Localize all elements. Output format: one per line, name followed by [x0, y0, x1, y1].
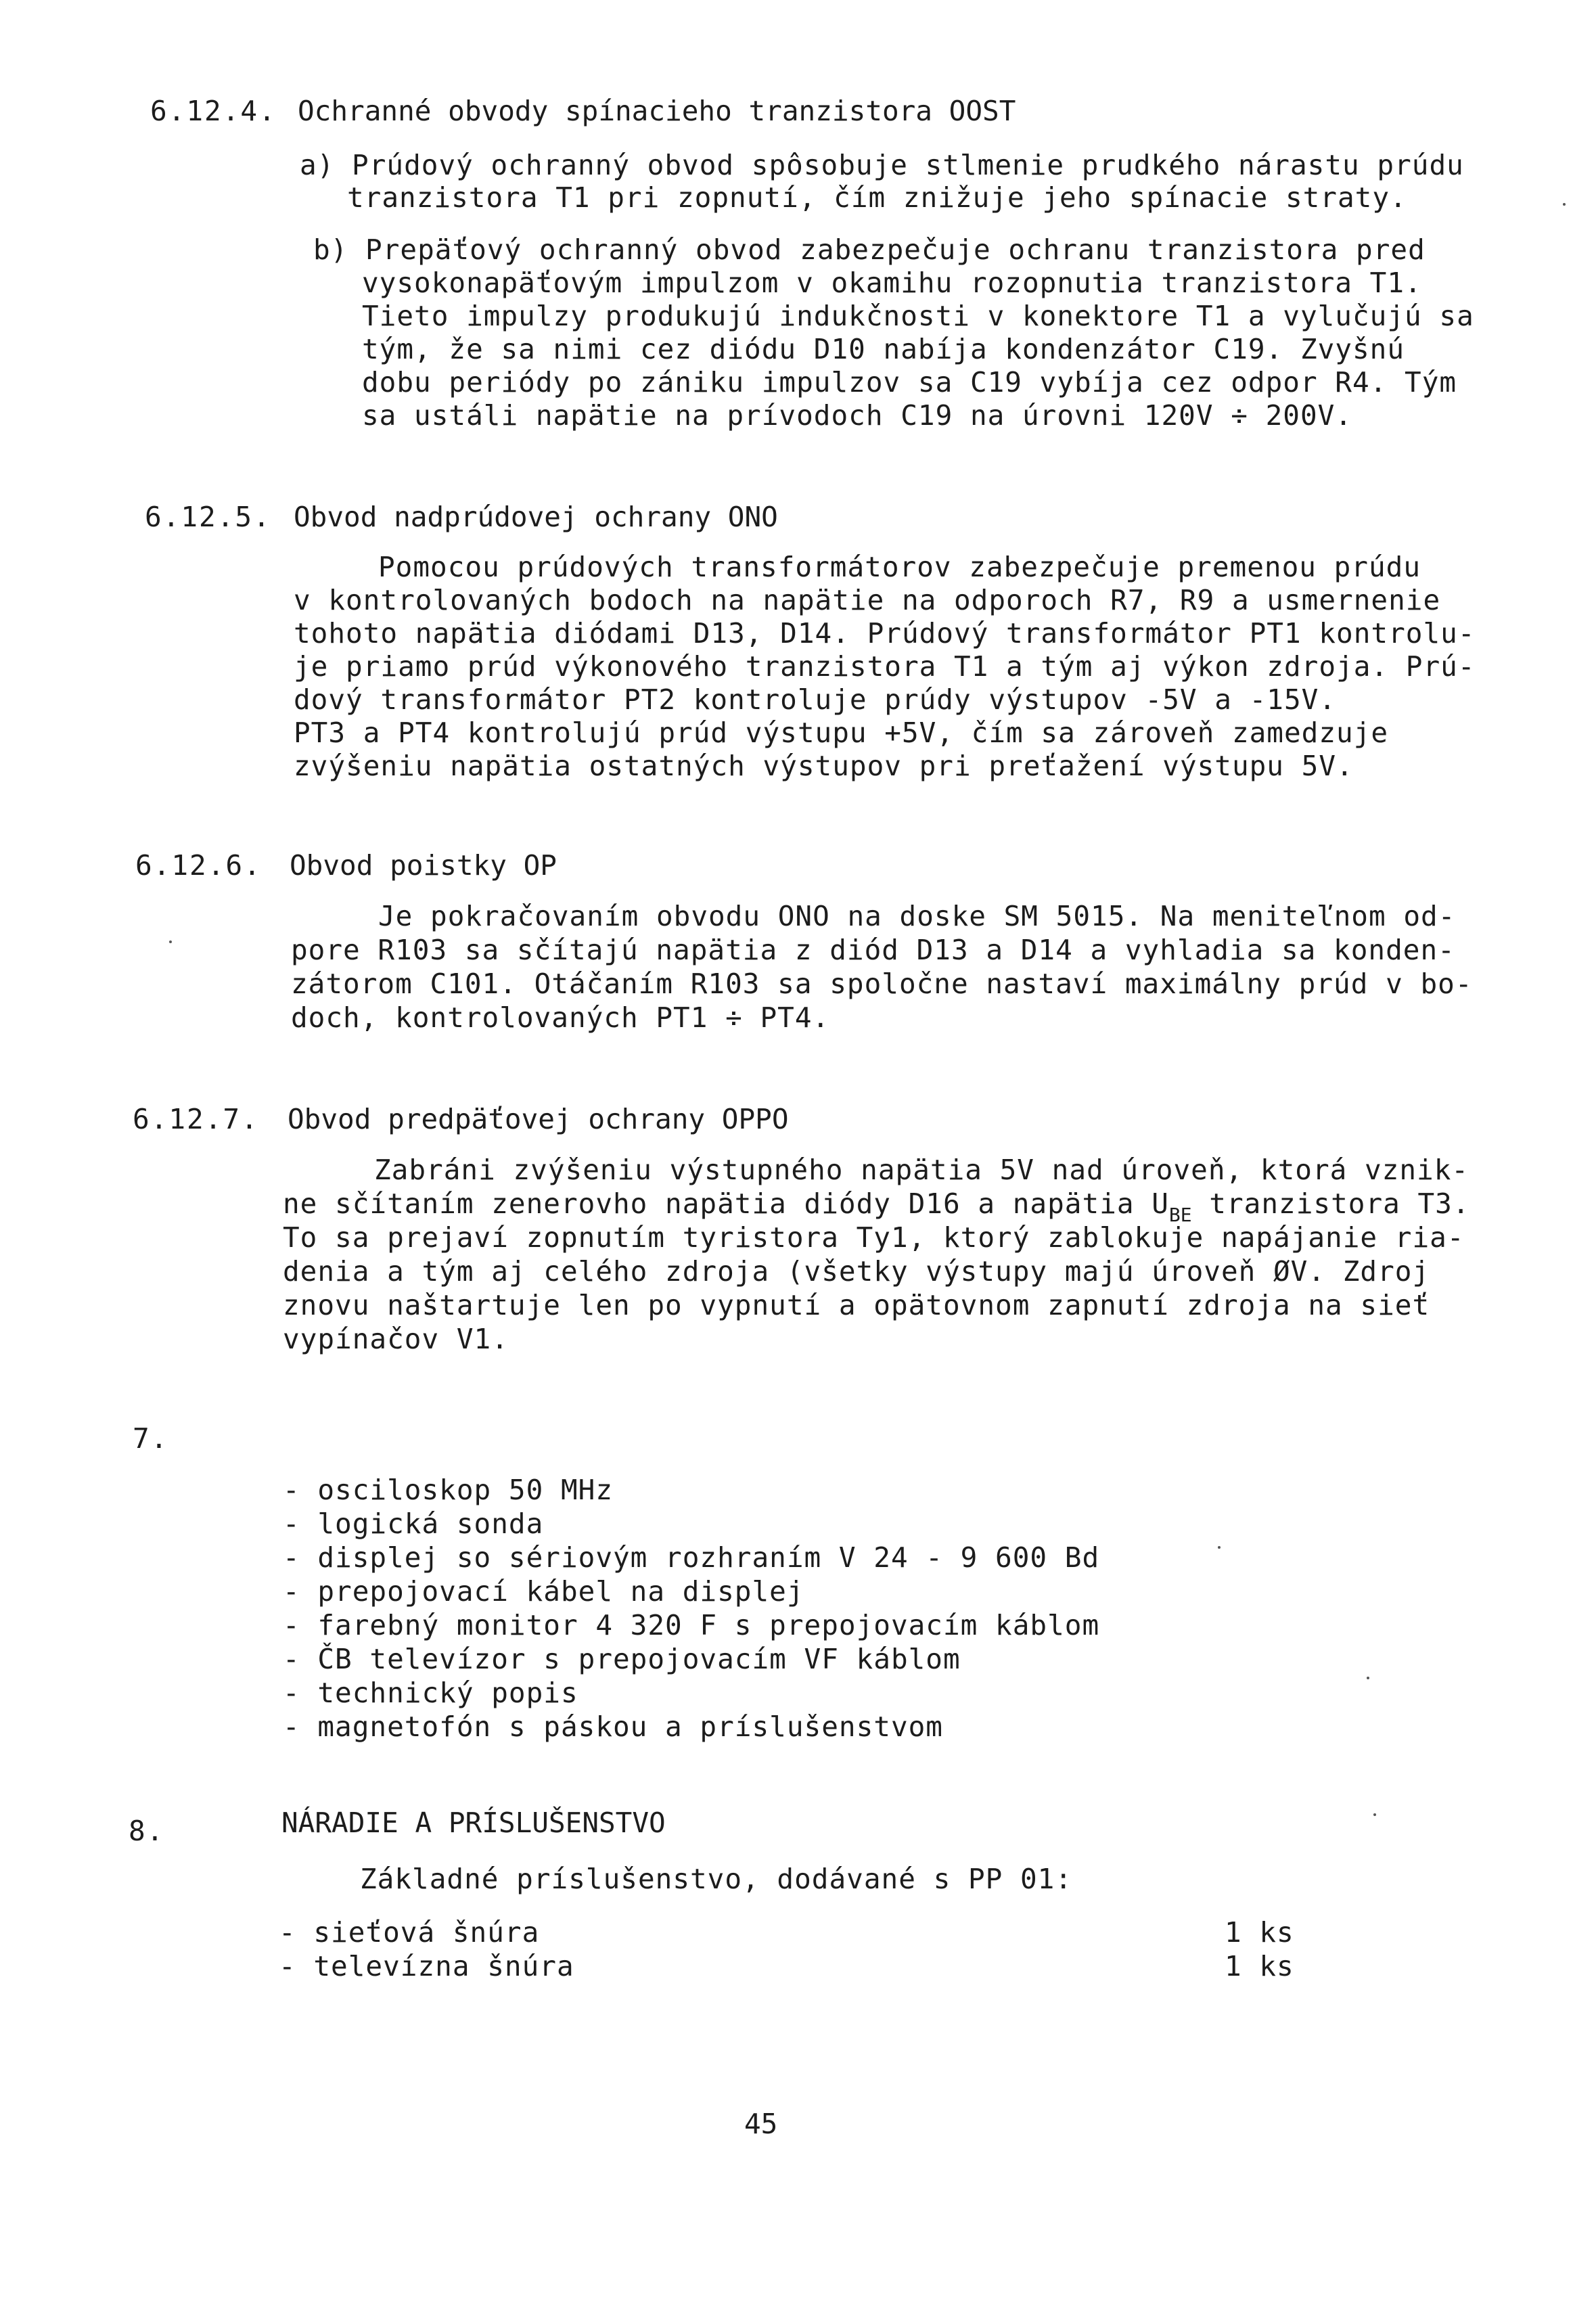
section-number-6-12-6: 6.12.6. — [135, 849, 262, 882]
paragraph-line: v kontrolovaných bodoch na napätie na odporoch R7, R9 a usmernenie — [294, 584, 1441, 616]
accessory-qty: 1 ks — [1225, 1950, 1294, 1982]
paragraph-line: vypínačov V1. — [283, 1323, 509, 1355]
accessory-name: - sieťová šnúra — [279, 1916, 540, 1949]
page-number: 45 — [744, 2108, 778, 2140]
section-title-6-12-6: Obvod poistky OP — [290, 849, 557, 882]
paragraph-line: To sa prejaví zopnutím tyristora Ty1, ktorý zablokuje napájanie ria- — [283, 1221, 1465, 1254]
paragraph-line: zátorom C101. Otáčaním R103 sa spoločne nastaví maximálny prúd v bo- — [291, 968, 1473, 1000]
accessory-name: - televízna šnúra — [279, 1950, 574, 1982]
section-number-8: 8. — [129, 1815, 165, 1847]
section-number-6-12-7: 6.12.7. — [133, 1103, 259, 1135]
scan-speck — [1218, 1546, 1221, 1549]
scan-speck — [1367, 1677, 1369, 1679]
list-item: - ČB televízor s prepojovacím VF káblom — [283, 1643, 961, 1675]
paragraph-line: Zabráni zvýšeniu výstupného napätia 5V nad úroveň, ktorá vznik- — [374, 1154, 1469, 1186]
paragraph-line: Pomocou prúdových transformátorov zabezpečuje premenou prúdu — [378, 551, 1421, 583]
paragraph-line: dový transformátor PT2 kontroluje prúdy výstupov -5V a -15V. — [294, 683, 1337, 716]
paragraph-a-line-2: tranzistora T1 pri zopnutí, čím znižuje jeho spínacie straty. — [347, 181, 1407, 214]
paragraph-line: znovu naštartuje len po vypnutí a opätovnom zapnutí zdroja na sieť — [283, 1289, 1430, 1321]
list-item: - magnetofón s páskou a príslušenstvom — [283, 1710, 943, 1743]
text-segment: tranzistora T3. — [1191, 1187, 1470, 1220]
list-item: - osciloskop 50 MHz — [283, 1474, 613, 1506]
accessory-qty: 1 ks — [1225, 1916, 1294, 1949]
paragraph-line: doch, kontrolovaných PT1 ÷ PT4. — [291, 1001, 830, 1034]
list-item: - farebný monitor 4 320 F s prepojovacím káblom — [283, 1609, 1100, 1641]
paragraph-b-line-2: vysokonapäťovým impulzom v okamihu rozopnutia tranzistora T1. — [362, 267, 1422, 299]
list-item: - prepojovací kábel na displej — [283, 1575, 804, 1608]
paragraph-line: denia a tým aj celého zdroja (všetky výstupy majú úroveň ØV. Zdroj — [283, 1255, 1430, 1288]
paragraph-b-line-1: b) Prepäťový ochranný obvod zabezpečuje ochranu tranzistora pred — [313, 233, 1426, 266]
section-number-6-12-4: 6.12.4. — [150, 95, 277, 127]
scan-speck — [169, 940, 172, 943]
paragraph-a-line-1: a) Prúdový ochranný obvod spôsobuje stlmenie prudkého nárastu prúdu — [300, 149, 1464, 181]
paragraph-line: tohoto napätia diódami D13, D14. Prúdový transformátor PT1 kontrolu- — [294, 617, 1476, 650]
scan-speck — [1563, 203, 1566, 206]
section-number-7: 7. — [133, 1422, 169, 1455]
section-title-6-12-7: Obvod predpäťovej ochrany OPPO — [288, 1103, 789, 1135]
paragraph-b-line-4: tým, že sa nimi cez diódu D10 nabíja kondenzátor C19. Zvyšnú — [362, 333, 1405, 365]
paragraph-b-line-3: Tieto impulzy produkujú indukčnosti v konektore T1 a vylučujú sa — [362, 300, 1474, 332]
section-title-6-12-5: Obvod nadprúdovej ochrany ONO — [294, 501, 778, 533]
intro-line: Základné príslušenstvo, dodávané s PP 01: — [360, 1863, 1073, 1895]
paragraph-line-with-subscript — [283, 1187, 1470, 1226]
paragraph-line: pore R103 sa sčítajú napätia z diód D13 a D14 a vyhladia sa konden- — [291, 934, 1455, 966]
paragraph-b-line-5: dobu periódy po zániku impulzov sa C19 vybíja cez odpor R4. Tým — [362, 366, 1457, 399]
section-title-6-12-4: Ochranné obvody spínacieho tranzistora OOST — [298, 95, 1016, 127]
paragraph-line: PT3 a PT4 kontrolujú prúd výstupu +5V, čím sa zároveň zamedzuje — [294, 717, 1389, 749]
list-item: - logická sonda — [283, 1507, 544, 1540]
section-number-6-12-5: 6.12.5. — [145, 501, 271, 533]
scan-speck — [1373, 1813, 1376, 1816]
paragraph-b-line-6: sa ustáli napätie na prívodoch C19 na úrovni 120V ÷ 200V. — [362, 399, 1352, 432]
text-segment: ne sčítaním zenerovho napätia diódy D16 a napätia U — [283, 1187, 1169, 1220]
list-item: - technický popis — [283, 1677, 578, 1709]
paragraph-line: zvýšeniu napätia ostatných výstupov pri preťažení výstupu 5V. — [294, 750, 1354, 782]
paragraph-line: Je pokračovaním obvodu ONO na doske SM 5015. Na meniteľnom od- — [378, 900, 1456, 932]
paragraph-line: je priamo prúd výkonového tranzistora T1 a tým aj výkon zdroja. Prú- — [294, 650, 1476, 683]
subscript-be: BE — [1168, 1204, 1192, 1226]
section-title-8: NÁRADIE A PRÍSLUŠENSTVO — [281, 1807, 666, 1839]
list-item: - displej so sériovým rozhraním V 24 - 9 600 Bd — [283, 1541, 1100, 1574]
